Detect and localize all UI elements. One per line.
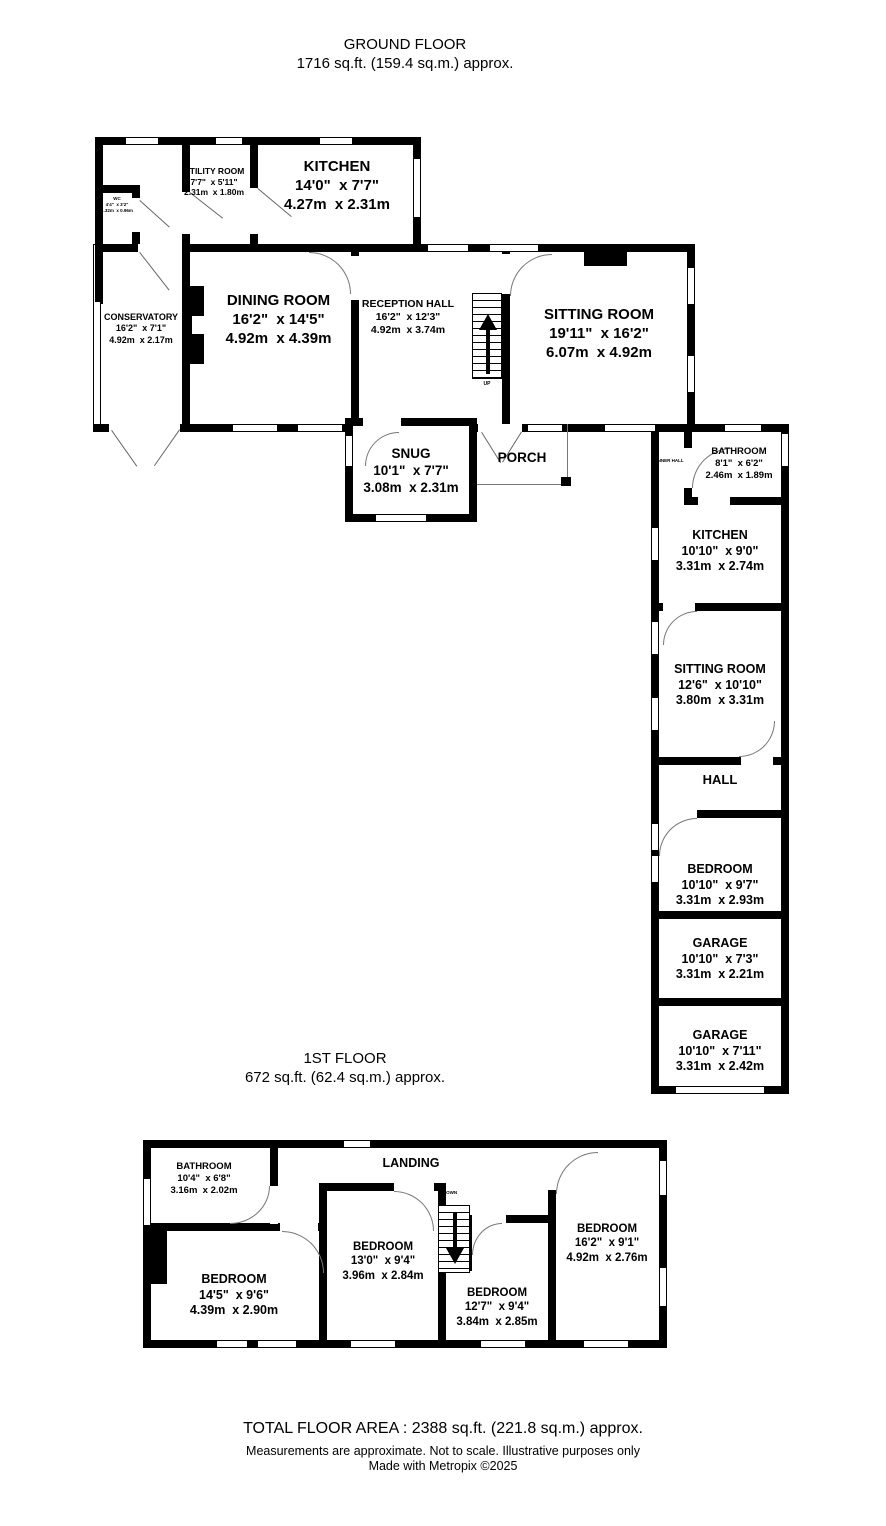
stairs-down-label: DOWN <box>442 1190 458 1195</box>
window <box>605 424 655 432</box>
first-floor-title <box>145 1050 545 1088</box>
window <box>725 424 761 432</box>
door-gap <box>138 244 182 252</box>
window <box>659 1161 667 1195</box>
room-label-porch: PORCH <box>497 450 547 465</box>
room-label-sitting-main: SITTING ROOM 19'11" x 16'2" 6.07m x 4.92m <box>544 306 654 361</box>
room-label-dining: DINING ROOM 16'2" x 14'5" 4.92m x 4.39m <box>225 292 332 347</box>
door-gap <box>659 810 697 818</box>
room-label-kitchen-main: KITCHEN 14'0" x 7'7" 4.27m x 2.31m <box>284 158 390 213</box>
total-floor-area: TOTAL FLOOR AREA : 2388 sq.ft. (221.8 sq.m.) approx. <box>243 1420 643 1437</box>
down-arrow <box>453 1212 457 1248</box>
window <box>298 424 342 432</box>
room-label-conservatory: CONSERVATORY 16'2" x 7'1" 4.92m x 2.17m <box>103 312 178 345</box>
window <box>687 268 695 304</box>
room-label-inner-hall: INNER HALL <box>656 458 684 463</box>
door-gap <box>478 424 522 432</box>
down-arrow-head <box>446 1248 464 1264</box>
door-gap <box>741 757 773 765</box>
door-gap <box>684 448 692 488</box>
room-label-bedroom4: BEDROOM 16'2" x 9'1" 4.92m x 2.76m <box>566 1223 648 1264</box>
ground-floor-area-text: 1716 sq.ft. (159.4 sq.m.) approx. <box>296 54 514 72</box>
first-floor-title-text: 1ST FLOOR <box>303 1050 387 1067</box>
up-arrow-head <box>479 314 497 330</box>
staircase-ground <box>472 293 502 379</box>
door-leaf <box>111 430 137 467</box>
window <box>481 1340 525 1348</box>
room-label-bedroom3: BEDROOM 12'7" x 9'4" 3.84m x 2.85m <box>456 1287 538 1328</box>
window <box>490 244 538 252</box>
window <box>216 137 242 145</box>
room-label-bedroom1: BEDROOM 14'5" x 9'6" 4.39m x 2.90m <box>189 1272 279 1318</box>
porch-line <box>567 424 568 485</box>
metropix-credit: Made with Metropix ©2025 <box>368 1459 518 1473</box>
porch-line <box>477 484 568 485</box>
window <box>584 1340 628 1348</box>
room-label-reception: RECEPTION HALL 16'2" x 12'3" 4.92m x 3.74m <box>361 298 455 337</box>
door-gap <box>270 1186 278 1224</box>
disclaimer: Measurements are approximate. Not to scale. Illustrative purposes only Made with Metropix ©2025 <box>143 1444 743 1474</box>
room-label-landing: LANDING <box>382 1156 440 1170</box>
door-gap <box>363 418 401 432</box>
window <box>126 137 158 145</box>
wall <box>95 252 103 304</box>
room-label-bedroom2: BEDROOM 13'0" x 9'4" 3.96m x 2.84m <box>342 1241 424 1282</box>
window <box>528 424 562 432</box>
wall <box>93 424 109 432</box>
window <box>351 1340 395 1348</box>
door-gap <box>109 426 180 432</box>
room-label-utility: UTILITY ROOM 7'7" x 5'11" 2.31m x 1.80m <box>183 166 245 198</box>
room-label-snug: SNUG 10'1" x 7'7" 3.08m x 2.31m <box>363 446 459 495</box>
window <box>217 1340 247 1348</box>
door-gap <box>182 192 190 234</box>
window <box>651 622 659 654</box>
window <box>344 1140 370 1148</box>
door-gap <box>548 1148 556 1190</box>
door-leaf <box>154 429 180 466</box>
window <box>376 514 426 522</box>
window <box>428 244 468 252</box>
window <box>651 824 659 850</box>
stairs-up-label: UP <box>483 381 491 387</box>
window <box>320 137 352 145</box>
ground-floor-title <box>205 36 605 74</box>
door-gap <box>698 497 730 505</box>
door-gap <box>663 603 695 611</box>
room-label-garage1: GARAGE 10'10" x 7'3" 3.31m x 2.21m <box>675 936 765 982</box>
door-gap <box>659 497 684 505</box>
window <box>233 424 277 432</box>
room-label-sitting-annex: SITTING ROOM 12'6" x 10'10" 3.80m x 3.31m <box>674 662 766 708</box>
up-arrow <box>486 330 490 374</box>
room-label-kitchen-annex: KITCHEN 10'10" x 9'0" 3.31m x 2.74m <box>675 528 765 574</box>
chimney-breast <box>584 252 627 266</box>
staircase-first <box>438 1205 470 1273</box>
room-label-wc: WC 4'4" x 3'2" 1.32m x 0.96m <box>101 196 133 213</box>
door-gap <box>280 1223 318 1231</box>
room-label-bedroom-gf: BEDROOM 10'10" x 9'7" 3.31m x 2.93m <box>675 862 765 908</box>
ground-floor-title-text: GROUND FLOOR <box>343 36 467 53</box>
porch-post <box>561 477 571 486</box>
room-label-garage2: GARAGE 10'10" x 7'11" 3.31m x 2.42m <box>675 1028 765 1074</box>
door-gap <box>472 1215 506 1223</box>
door-gap <box>502 254 510 294</box>
window <box>659 1268 667 1306</box>
window <box>258 1340 296 1348</box>
window <box>676 1086 764 1094</box>
room-label-bathroom-ff: BATHROOM 10'4" x 6'8" 3.16m x 2.02m <box>170 1161 238 1196</box>
room-label-hall: HALL <box>702 772 738 787</box>
room-label-bathroom-gf: BATHROOM 8'1" x 6'2" 2.46m x 1.89m <box>705 446 773 481</box>
first-floor-area-text: 672 sq.ft. (62.4 sq.m.) approx. <box>244 1068 446 1086</box>
